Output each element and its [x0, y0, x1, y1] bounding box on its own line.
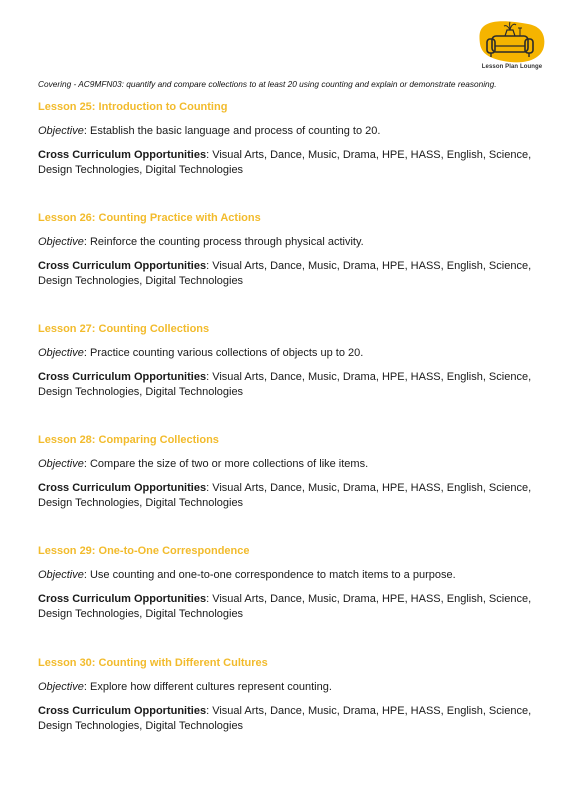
cross-curriculum-text: Visual Arts, Dance, Music, Drama, HPE, HASS, English, Science, Design Technologies, Digital Technologies [38, 482, 532, 509]
lesson-cross-curriculum: Cross Curriculum Opportunities: Visual Arts, Dance, Music, Drama, HPE, HASS, English, Science, Design Technologies, Digital Technologies [38, 371, 532, 398]
lesson-title: Lesson 28: Comparing Collections [38, 434, 219, 446]
lesson-title: Lesson 27: Counting Collections [38, 323, 210, 335]
cross-curriculum-text: Visual Arts, Dance, Music, Drama, HPE, HASS, English, Science, Design Technologies, Digital Technologies [38, 705, 532, 732]
cross-curriculum-label: Cross Curriculum Opportunities [38, 260, 207, 272]
lesson-title: Lesson 29: One-to-One Correspondence [38, 545, 250, 557]
objective-label: Objective [38, 236, 84, 248]
lesson-block [38, 433, 548, 511]
objective-text: Practice counting various collections of objects up to 20. [89, 347, 364, 359]
lesson-objective: Objective: Establish the basic language and process of counting to 20. [38, 125, 381, 137]
lesson-cross-curriculum: Cross Curriculum Opportunities: Visual Arts, Dance, Music, Drama, HPE, HASS, English, Science, Design Technologies, Digital Technologies [38, 149, 532, 176]
lesson-objective: Objective: Use counting and one-to-one correspondence to match items to a purpose. [38, 569, 456, 581]
lesson-block [38, 544, 548, 622]
lesson-plan-lounge-logo [476, 20, 548, 76]
objective-text: Use counting and one-to-one correspondence to match items to a purpose. [89, 569, 456, 581]
objective-text: Explore how different cultures represent counting. [89, 681, 332, 693]
lesson-title: Lesson 26: Counting Practice with Actions [38, 212, 261, 224]
lesson-cross-curriculum: Cross Curriculum Opportunities: Visual Arts, Dance, Music, Drama, HPE, HASS, English, Science, Design Technologies, Digital Technologies [38, 260, 532, 287]
lesson-objective: Objective: Practice counting various collections of objects up to 20. [38, 347, 364, 359]
lesson-block [38, 656, 548, 734]
lesson-block [38, 211, 548, 289]
cross-curriculum-label: Cross Curriculum Opportunities [38, 371, 207, 383]
lesson-cross-curriculum: Cross Curriculum Opportunities: Visual Arts, Dance, Music, Drama, HPE, HASS, English, Science, Design Technologies, Digital Technologies [38, 593, 532, 620]
cross-curriculum-label: Cross Curriculum Opportunities [38, 149, 207, 161]
lesson-title: Lesson 25: Introduction to Counting [38, 101, 228, 113]
sofa-with-plant-logo-icon [476, 20, 548, 64]
objective-text: Establish the basic language and process of counting to 20. [89, 125, 381, 137]
objective-text: Compare the size of two or more collections of like items. [89, 458, 369, 470]
lesson-cross-curriculum: Cross Curriculum Opportunities: Visual Arts, Dance, Music, Drama, HPE, HASS, English, Science, Design Technologies, Digital Technologies [38, 482, 532, 509]
objective-label: Objective [38, 125, 84, 137]
cross-curriculum-label: Cross Curriculum Opportunities [38, 593, 207, 605]
objective-label: Objective [38, 681, 84, 693]
cross-curriculum-text: Visual Arts, Dance, Music, Drama, HPE, HASS, English, Science, Design Technologies, Digital Technologies [38, 371, 532, 398]
cross-curriculum-text: Visual Arts, Dance, Music, Drama, HPE, HASS, English, Science, Design Technologies, Digital Technologies [38, 593, 532, 620]
objective-label: Objective [38, 347, 84, 359]
lesson-cross-curriculum: Cross Curriculum Opportunities: Visual Arts, Dance, Music, Drama, HPE, HASS, English, Science, Design Technologies, Digital Technologies [38, 705, 532, 732]
lesson-objective: Objective: Compare the size of two or more collections of like items. [38, 458, 369, 470]
lesson-objective: Objective: Explore how different cultures represent counting. [38, 681, 332, 693]
lesson-block [38, 322, 548, 400]
objective-label: Objective [38, 569, 84, 581]
objective-label: Objective [38, 458, 84, 470]
cross-curriculum-label: Cross Curriculum Opportunities [38, 482, 207, 494]
lesson-objective: Objective: Reinforce the counting process through physical activity. [38, 236, 364, 248]
logo-caption: Lesson Plan Lounge [481, 64, 543, 70]
lesson-block [38, 100, 548, 178]
curriculum-covering-note: Covering - AC9MFN03: quantify and compare collections to at least 20 using counting and explain or demonstrate reasoning. [38, 79, 497, 89]
cross-curriculum-text: Visual Arts, Dance, Music, Drama, HPE, HASS, English, Science, Design Technologies, Digital Technologies [38, 260, 532, 287]
objective-text: Reinforce the counting process through physical activity. [89, 236, 364, 248]
cross-curriculum-label: Cross Curriculum Opportunities [38, 705, 207, 717]
cross-curriculum-text: Visual Arts, Dance, Music, Drama, HPE, HASS, English, Science, Design Technologies, Digital Technologies [38, 149, 532, 176]
lesson-title: Lesson 30: Counting with Different Cultures [38, 657, 268, 669]
